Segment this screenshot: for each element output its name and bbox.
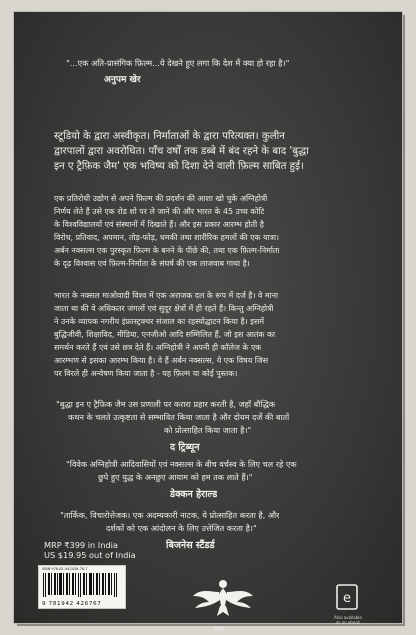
- review-line: दर्शकों को एक आंदोलन के लिए उत्तेजित करता है।": [106, 523, 257, 533]
- review-source: डेक्कन हेराल्ड: [170, 489, 218, 500]
- intro-line: स्टूडियो के द्वारा अस्वीकृत। निर्माताओं के द्वारा परित्यक्त। कुलीन: [54, 131, 285, 142]
- paragraph-line: अर्बन नक्सल्स एक पुरस्कृत फ़िल्म के बनने के पीछे की, तथा एक फ़िल्म-निर्माता: [54, 246, 280, 255]
- paragraph-line: भारत के नक्सल माओवादी विश्व में एक अराजक दल के रूप में दर्ज है। वे माना: [54, 291, 279, 300]
- barcode-bars: [43, 569, 121, 597]
- paragraph-line: निर्णय लेते हैं उसे एक रोड शो पर ले जाने की और भारत के 45 उच्च कोटि: [54, 207, 265, 216]
- review-line: को प्रोत्साहित किया जाता है।": [164, 425, 252, 435]
- paragraph-line: विरोध, प्रतिवाद, अपमान, तोड़-फोड़, धमकी तथा शारीरिक हमलों की एक यात्रा।: [54, 233, 280, 242]
- isbn-number: 9 781942 426767: [42, 601, 102, 607]
- paragraph-line: एक प्रतिरोधी उद्योग से अपने फ़िल्म की प्रदर्शन की आशा खो चुके अग्निहोत्री: [54, 194, 268, 203]
- paragraph-line: आरम्भण से इसका आरम्भ किया है। वे हैं अर्बन नक्सल्स, ये एक विषय जिस: [54, 356, 269, 365]
- garuda-eagle-logo-icon: [191, 576, 255, 630]
- header-quote-author: अनुपम खेर: [104, 75, 141, 85]
- paragraph-line: पर विरले ही अन्वेषण किया जाता है - यह फ़िल्म या कोई पुस्तक।: [54, 369, 238, 378]
- review-line: "विवेक अग्निहोत्री आदिवासियों एवं नक्सल्स के बीच वर्चस्व के लिए चल रहे एक: [66, 459, 297, 469]
- price-outside: US $19.95 out of India: [44, 550, 136, 560]
- isbn-barcode: [38, 565, 126, 609]
- paragraph-line: ने उनके व्यापक नगरीय इंफ्रास्ट्रक्चर संजाल का रहस्योद्घाटन किया है। इसमें: [54, 317, 265, 326]
- publisher-name: गरुड़: [214, 626, 225, 633]
- svg-text:e: e: [343, 591, 351, 606]
- review-source: बिजनेस स्टैंडर्ड: [166, 540, 215, 551]
- ebook-icon: [336, 584, 358, 610]
- price-india: MRP ₹399 in India: [44, 540, 118, 550]
- header-quote: "...एक अति-प्रासंगिक फ़िल्म...ये देखने हुए लगा कि देश में क्या हो रहा है।": [66, 58, 290, 68]
- intro-line: इन ए ट्रैफ़िक जैम' एक भविष्य को दिशा देने वाली फ़िल्म साबित हुई।: [54, 161, 304, 172]
- book-back-cover: [14, 12, 402, 633]
- paragraph-line: के विश्वविद्यालयों एवं संस्थानों में दिखाते हैं। और इस प्रकार आरम्भ होती है: [54, 220, 264, 229]
- ebook-label: Also available as an ebook: [334, 615, 362, 625]
- review-source: द ट्रिब्यून: [170, 442, 200, 453]
- isbn-label: ISBN 978-81-942426-76-7: [42, 567, 88, 571]
- intro-line: द्वारपालों द्वारा अवरोधित। पाँच वर्षों तक डब्बे में बंद रहने के बाद 'बुद्धा: [54, 146, 309, 157]
- paragraph-line: बुद्धिजीवी, शिक्षाविद, मीडिया, एनजीओ आदि सम्मिलित हैं, जो इस आतंक का: [54, 330, 276, 339]
- paragraph-line: समर्थन करते हैं एवं उसे छत्र देते हैं। अग्निहोत्री ने अपनी ही कॉलेज के एक: [54, 343, 262, 352]
- paragraph-line: जाता था की वे अधिकतर जंगलों एवं सुदूर क्षेत्रों में ही रहते हैं। किन्तु अग्निहोत्री: [54, 304, 274, 313]
- paragraph-line: के दृढ़ विश्वास एवं फ़िल्म-निर्माता के संघर्ष की एक लाजवाब गाथा है।: [54, 259, 250, 268]
- review-line: "तार्किक, विचारोत्तेजक। एक अदम्यकारी नाटक, ये प्रोत्साहित करता है, और: [60, 510, 280, 520]
- review-line: छुपे हुए युद्ध के अनछुए आयाम को हम तक लाते हैं।": [98, 472, 253, 482]
- review-line: "बुद्धा इन ए ट्रैफ़िक जैम उस प्रणाली पर करारा प्रहार करती है, जहाँ बौद्धिक: [56, 399, 276, 409]
- review-line: कथन के चलते उत्कृष्टता से सम्भावित किया जाता है और दोयम दर्जे की बातों: [68, 412, 290, 422]
